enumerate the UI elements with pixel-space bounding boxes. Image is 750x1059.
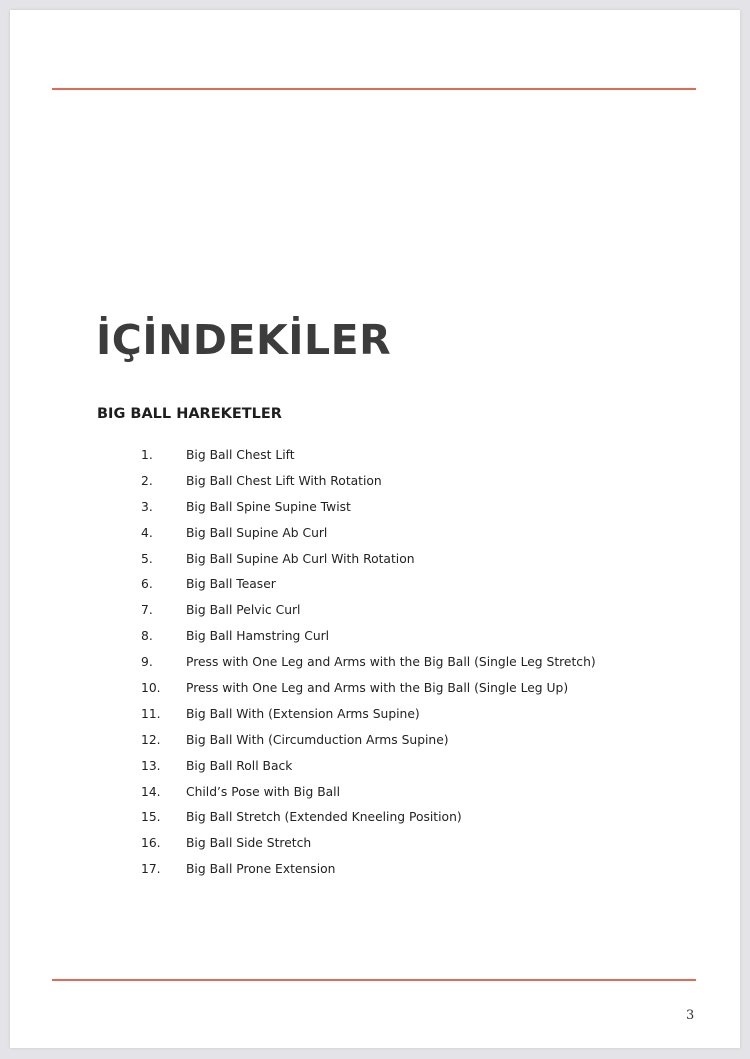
- toc-item-number: 13.: [141, 758, 161, 773]
- toc-item-7: [141, 597, 596, 623]
- bottom-divider: [52, 979, 696, 981]
- top-divider: [52, 88, 696, 90]
- document-page: [10, 10, 740, 1048]
- toc-item-text: Big Ball Roll Back: [186, 758, 293, 773]
- toc-item-text: Big Ball Supine Ab Curl With Rotation: [186, 551, 415, 566]
- toc-item-text: Big Ball Hamstring Curl: [186, 629, 330, 644]
- toc-item-text: Big Ball With (Extension Arms Supine): [186, 706, 420, 721]
- toc-item-5: [141, 546, 596, 572]
- toc-item-11: [141, 701, 596, 727]
- toc-item-text: Big Ball Teaser: [186, 577, 276, 592]
- toc-item-number: 1.: [141, 447, 153, 462]
- toc-item-16: [141, 830, 596, 856]
- toc-item-number: 14.: [141, 784, 161, 799]
- toc-item-text: Big Ball With (Circumduction Arms Supine): [186, 732, 449, 747]
- toc-item-number: 10.: [141, 680, 161, 695]
- toc-item-15: [141, 804, 596, 830]
- toc-item-number: 4.: [141, 525, 153, 540]
- toc-item-number: 5.: [141, 551, 153, 566]
- toc-item-10: [141, 675, 596, 701]
- toc-item-2: [141, 468, 596, 494]
- toc-item-number: 6.: [141, 577, 153, 592]
- toc-item-text: Big Ball Stretch (Extended Kneeling Position): [186, 810, 462, 825]
- toc-item-number: 11.: [141, 706, 161, 721]
- toc-item-text: Big Ball Side Stretch: [186, 836, 312, 851]
- toc-item-12: [141, 727, 596, 753]
- toc-item-text: Big Ball Prone Extension: [186, 862, 336, 877]
- toc-item-text: Big Ball Supine Ab Curl: [186, 525, 328, 540]
- toc-item-number: 7.: [141, 603, 153, 618]
- page-number: 3: [686, 1008, 695, 1023]
- toc-item-8: [141, 623, 596, 649]
- toc-item-4: [141, 520, 596, 546]
- section-heading: BIG BALL HAREKETLER: [97, 406, 282, 422]
- toc-item-6: [141, 571, 596, 597]
- toc-item-text: Big Ball Pelvic Curl: [186, 603, 301, 618]
- toc-item-number: 2.: [141, 473, 153, 488]
- table-of-contents: [141, 442, 596, 882]
- toc-item-text: Child’s Pose with Big Ball: [186, 784, 340, 799]
- toc-item-text: Press with One Leg and Arms with the Big Ball (Single Leg Up): [186, 680, 569, 695]
- toc-item-text: Big Ball Spine Supine Twist: [186, 499, 351, 514]
- toc-item-text: Big Ball Chest Lift With Rotation: [186, 473, 382, 488]
- toc-item-text: Press with One Leg and Arms with the Big Ball (Single Leg Stretch): [186, 655, 596, 670]
- toc-item-number: 17.: [141, 862, 161, 877]
- toc-item-number: 8.: [141, 629, 153, 644]
- toc-item-number: 16.: [141, 836, 161, 851]
- page-title: İÇİNDEKİLER: [96, 316, 392, 364]
- toc-item-1: [141, 442, 596, 468]
- toc-item-number: 9.: [141, 655, 153, 670]
- toc-item-text: Big Ball Chest Lift: [186, 447, 295, 462]
- toc-item-3: [141, 494, 596, 520]
- toc-item-14: [141, 779, 596, 805]
- toc-item-9: [141, 649, 596, 675]
- toc-item-number: 15.: [141, 810, 161, 825]
- toc-item-13: [141, 753, 596, 779]
- toc-item-number: 3.: [141, 499, 153, 514]
- toc-item-17: [141, 856, 596, 882]
- toc-item-number: 12.: [141, 732, 161, 747]
